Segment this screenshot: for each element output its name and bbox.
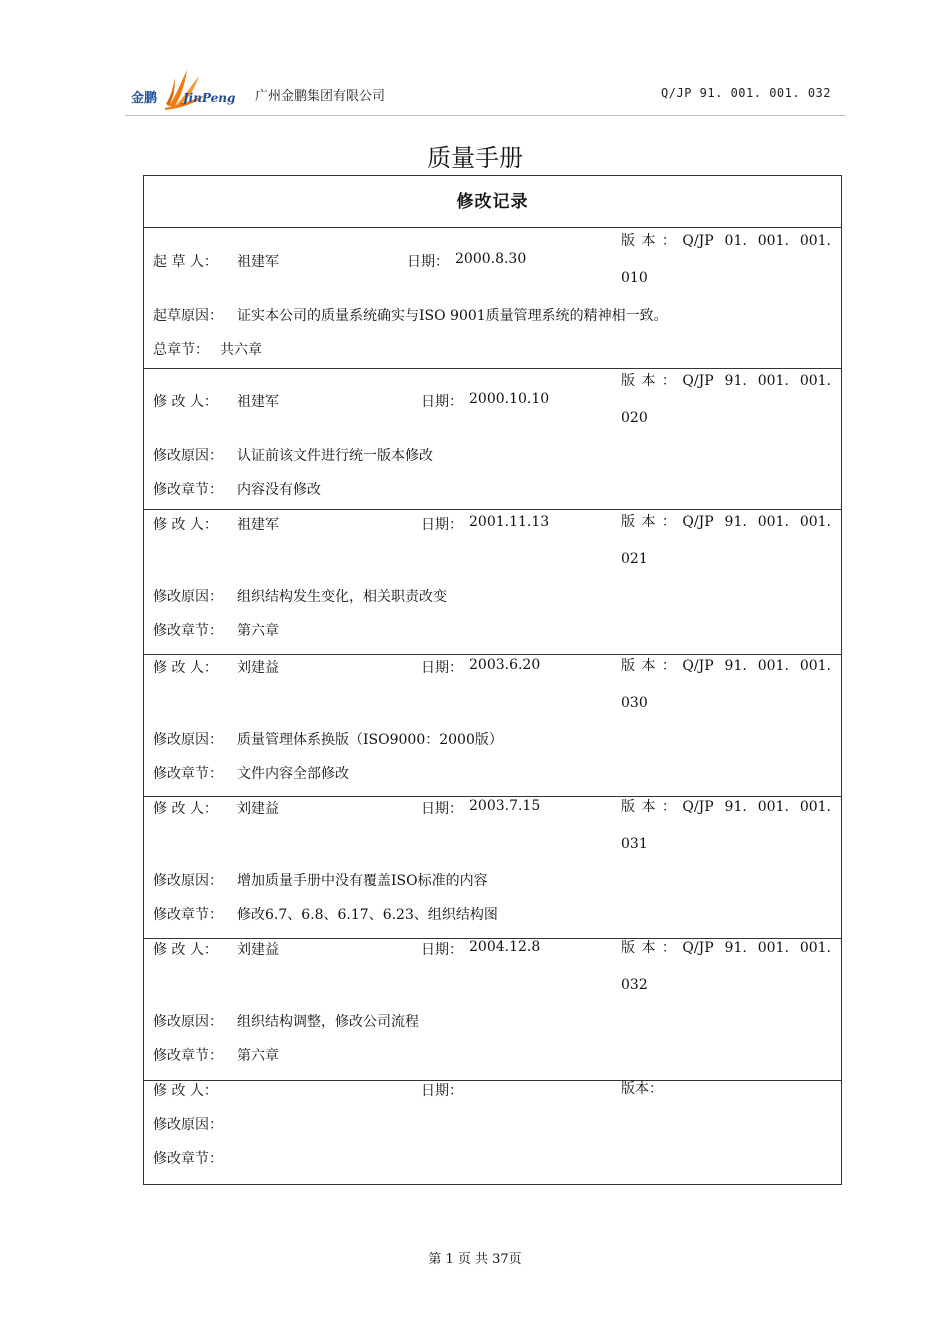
record-row — [144, 510, 841, 655]
logo-cn-text: 金鹏 — [131, 91, 158, 106]
date-label: 日期： — [421, 394, 463, 410]
version-value: Q/JP 91. 001. 001. — [682, 658, 831, 674]
date-value: 2000.10.10 — [469, 391, 550, 407]
version-value: Q/JP 91. 001. 001. — [682, 799, 831, 815]
version-value-cont: 030 — [621, 695, 648, 711]
chapter-value: 第六章 — [237, 623, 279, 639]
revision-record-table — [143, 175, 842, 1185]
page-header — [125, 66, 845, 116]
version-value-cont: 031 — [621, 836, 648, 852]
person-label: 修 改 人： — [153, 517, 218, 533]
chapter-value: 共六章 — [220, 342, 262, 358]
version-label: 版本： — [621, 373, 683, 389]
chapter-label: 修改章节： — [153, 766, 223, 782]
record-row — [144, 797, 841, 939]
version-value-cont: 010 — [621, 270, 648, 286]
reason-value: 认证前该文件进行统一版本修改 — [237, 448, 433, 464]
person-label: 修 改 人： — [153, 1083, 218, 1099]
version-label: 版本： — [621, 514, 683, 530]
version-label: 版本： — [621, 233, 683, 249]
chapter-label: 修改章节： — [153, 482, 223, 498]
person-label: 修 改 人： — [153, 394, 218, 410]
date-value: 2004.12.8 — [469, 939, 541, 955]
person-value: 刘建益 — [237, 660, 279, 676]
date-label: 日期： — [421, 942, 463, 958]
version-value-cont: 020 — [621, 410, 648, 426]
record-row — [144, 655, 841, 797]
reason-label: 修改原因： — [153, 448, 223, 464]
person-value: 祖建军 — [237, 254, 279, 270]
person-label: 修 改 人： — [153, 942, 218, 958]
company-name: 广州金鹏集团有限公司 — [255, 89, 386, 104]
version-label: 版本： — [621, 1081, 663, 1097]
chapter-label: 修改章节： — [153, 1151, 223, 1167]
person-value: 祖建军 — [237, 517, 279, 533]
chapter-label: 修改章节： — [153, 1048, 223, 1064]
version-block — [621, 223, 831, 297]
table-heading: 修改记录 — [144, 176, 841, 228]
version-value: Q/JP 01. 001. 001. — [682, 233, 831, 249]
reason-label: 修改原因： — [153, 1117, 223, 1133]
date-value: 2003.7.15 — [469, 798, 541, 814]
date-label: 日期： — [421, 1083, 463, 1099]
version-label: 版本： — [621, 799, 683, 815]
chapter-value: 文件内容全部修改 — [237, 766, 349, 782]
reason-value: 组织结构调整，修改公司流程 — [237, 1014, 419, 1030]
chapter-value: 修改6.7、6.8、6.17、6.23、组织结构图 — [237, 907, 498, 923]
date-label: 日期： — [421, 517, 463, 533]
date-value: 2000.8.30 — [455, 251, 527, 267]
date-value: 2001.11.13 — [469, 514, 550, 530]
date-label: 日期： — [407, 254, 449, 270]
chapter-label: 修改章节： — [153, 623, 223, 639]
reason-label: 修改原因： — [153, 732, 223, 748]
date-label: 日期： — [421, 660, 463, 676]
chapter-value: 第六章 — [237, 1048, 279, 1064]
date-label: 日期： — [421, 801, 463, 817]
record-row — [144, 939, 841, 1081]
version-block — [621, 504, 831, 578]
record-row — [144, 228, 841, 369]
reason-label: 修改原因： — [153, 1014, 223, 1030]
version-value-cont: 021 — [621, 551, 648, 567]
chapter-value: 内容没有修改 — [237, 482, 321, 498]
reason-value: 组织结构发生变化，相关职责改变 — [237, 589, 447, 605]
page-footer: 第 1 页 共 37页 — [428, 1252, 522, 1267]
reason-label: 修改原因： — [153, 589, 223, 605]
version-block — [621, 789, 831, 863]
version-block — [621, 1071, 831, 1108]
version-value: Q/JP 91. 001. 001. — [682, 373, 831, 389]
version-block — [621, 363, 831, 437]
version-value-cont: 032 — [621, 977, 648, 993]
record-row — [144, 1081, 841, 1184]
reason-value: 证实本公司的质量系统确实与ISO 9001质量管理系统的精神相一致。 — [237, 308, 668, 324]
date-value: 2003.6.20 — [469, 657, 541, 673]
person-value: 祖建军 — [237, 394, 279, 410]
person-label: 修 改 人： — [153, 660, 218, 676]
person-value: 刘建益 — [237, 942, 279, 958]
reason-value: 质量管理体系换版（ISO9000：2000版） — [237, 732, 503, 748]
person-label: 修 改 人： — [153, 801, 218, 817]
reason-value: 增加质量手册中没有覆盖ISO标准的内容 — [237, 873, 488, 889]
version-value: Q/JP 91. 001. 001. — [682, 940, 831, 956]
version-label: 版本： — [621, 940, 683, 956]
version-block — [621, 930, 831, 1004]
reason-label: 起草原因： — [153, 308, 223, 324]
version-block — [621, 648, 831, 722]
page-title: 质量手册 — [427, 144, 523, 172]
reason-label: 修改原因： — [153, 873, 223, 889]
person-label: 起 草 人： — [153, 254, 218, 270]
record-row — [144, 369, 841, 510]
chapter-label: 总章节： — [153, 342, 209, 358]
document-number: Q/JP 91. 001. 001. 032 — [661, 86, 831, 100]
chapter-label: 修改章节： — [153, 907, 223, 923]
version-value: Q/JP 91. 001. 001. — [682, 514, 831, 530]
jinpeng-logo — [125, 66, 235, 114]
person-value: 刘建益 — [237, 801, 279, 817]
version-label: 版本： — [621, 658, 683, 674]
logo-en-text: JinPeng — [183, 91, 235, 105]
